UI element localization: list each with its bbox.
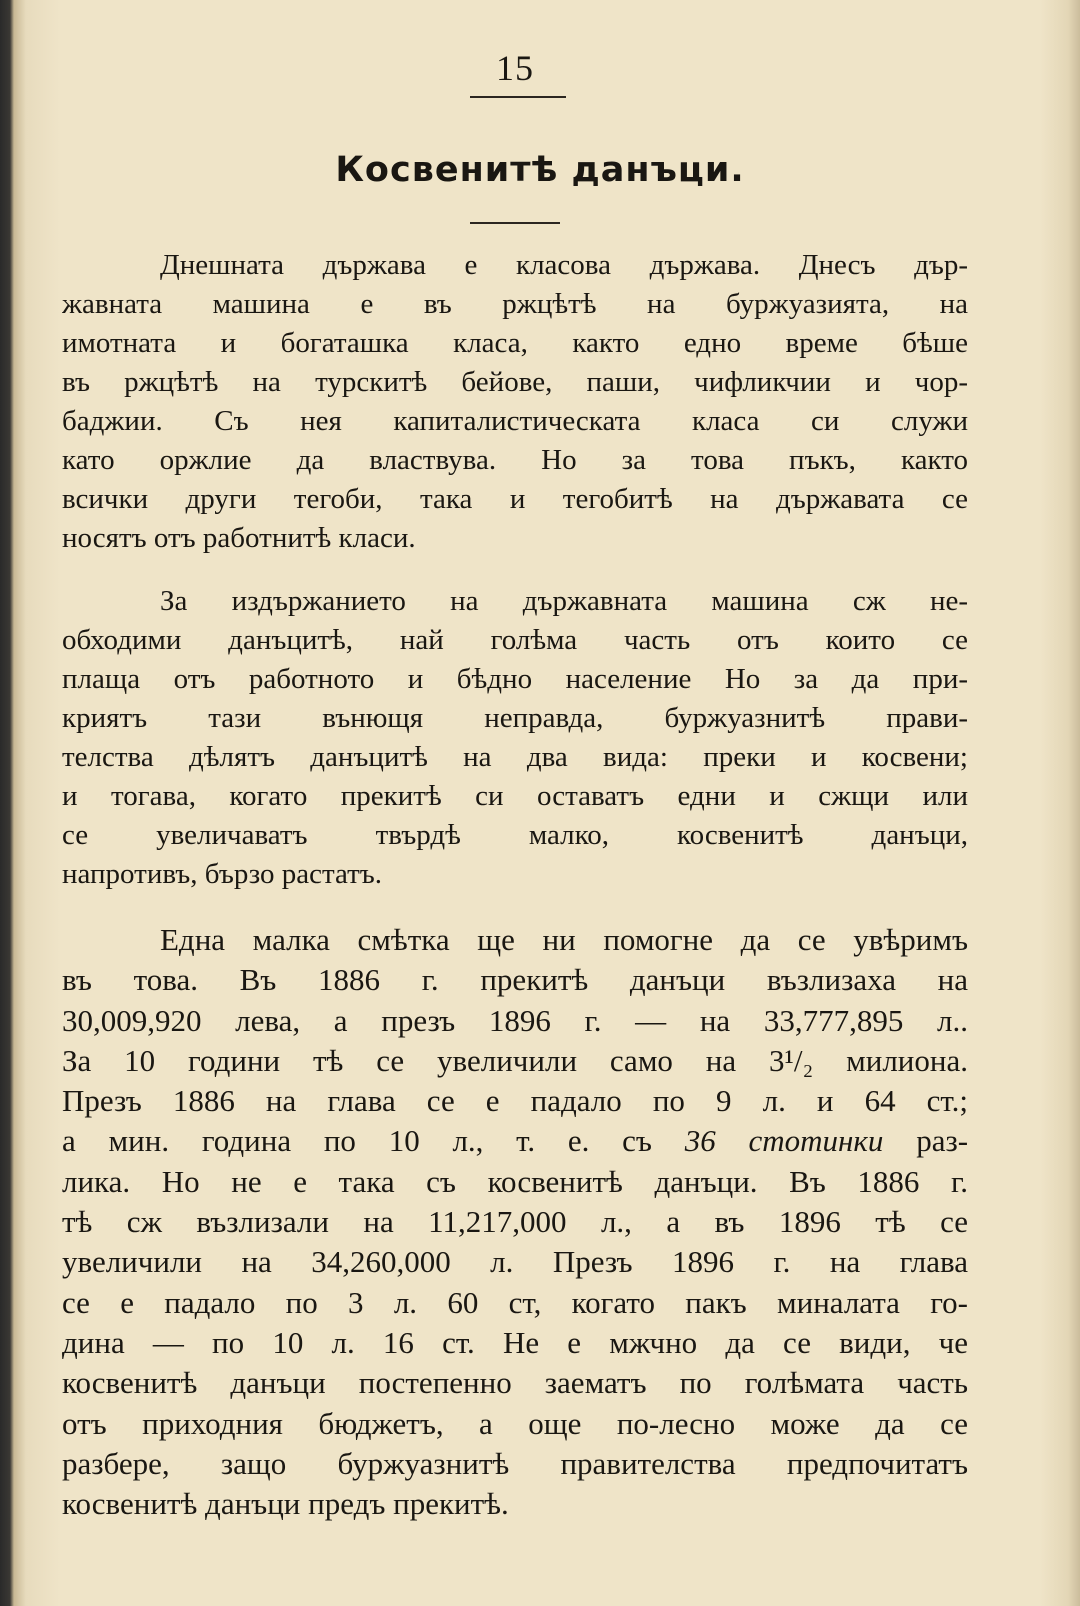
title-rule [470,222,560,224]
text-line: Една малка смѣтка ще ни помогне да се увѣримъ [160,922,968,957]
text-line: като оржлие да властвува. Но за това пъкъ, както [62,444,968,476]
text-line: носятъ отъ работнитѣ класи. [62,522,416,554]
text-line: косвенитѣ данъци предъ прекитѣ. [62,1486,509,1522]
text-line: въ ржцѣтѣ на турскитѣ бейове, паши, чифликчии и чор- [62,366,968,398]
text-line: За издържанието на държавната машина сж не- [160,585,968,617]
page-number: 15 [496,48,534,88]
text-line: се увеличаватъ твърдѣ малко, косвенитѣ данъци, [62,819,968,851]
text-line: лика. Но не е така съ косвенитѣ данъци. Въ 1886 г. [62,1163,968,1199]
text-line: напротивъ, бързо растатъ. [62,858,383,890]
text-line: отъ приходния бюджетъ, а още по-лесно може да се [62,1405,968,1441]
text-line: баджии. Съ нея капиталистическата класа си служи [62,405,968,437]
text-line: 30,009,920 лева, а презъ 1896 г. — на 33,777,895 л.. [62,1002,968,1038]
text-line: дина — по 10 л. 16 ст. Не е мжчно да се види, че [62,1324,968,1360]
paragraph-2 [62,582,968,894]
text-line: увеличили на 34,260,000 л. Презъ 1896 г. на глава [62,1244,968,1280]
text-line: криятъ тази вънющя неправда, буржуазнитѣ прави- [62,702,968,734]
text-line: се е падало по 3 л. 60 ст, когато пакъ миналата го- [62,1284,968,1320]
text-line: всички други тегоби, така и тегобитѣ на държавата се [62,483,968,515]
text-line: телства дѣлятъ данъцитѣ на два вида: преки и косвени; [62,741,968,773]
chapter-title: Косвенитѣ данъци. [335,150,745,190]
text-line: и тогава, когато прекитѣ си оставатъ едни и сжщи или [62,780,968,812]
text-line: имотната и богаташка класа, както едно време бѣше [62,327,968,359]
text-line: Днешната държава е класова държава. Днесъ дър- [160,249,968,281]
text-line: жавната машина е въ ржцѣтѣ на буржуазията, на [62,288,968,320]
text-line: разбере, защо буржуазнитѣ правителства предпочитатъ [62,1445,968,1481]
italic-phrase: 36 стотинки [684,1123,884,1159]
text-line: косвенитѣ данъци постепенно заематъ по голѣмата часть [62,1365,968,1401]
text-line: тѣ сж възлизали на 11,217,000 л., а въ 1896 тѣ се [62,1204,968,1240]
text-line: обходими данъцитѣ, най голѣма часть отъ които се [62,624,968,656]
text-segment: а мин. година по 10 л., т. е. съ [62,1123,652,1159]
text-line: Презъ 1886 на глава се е падало по 9 л. и 64 ст.; [62,1083,968,1119]
text-line: плаща отъ работното и бѣдно население Но за да при- [62,663,968,695]
paragraph-1 [62,246,968,558]
text-line: въ това. Въ 1886 г. прекитѣ данъци възлизаха на [62,962,968,998]
text-segment: раз- [916,1123,968,1159]
text-line-with-italic [62,1121,968,1161]
text-line: За 10 години тѣ се увеличили само на 3¹/₂ милиона. [62,1042,968,1078]
page-number-rule [470,96,566,98]
paragraph-3 [62,920,968,1524]
